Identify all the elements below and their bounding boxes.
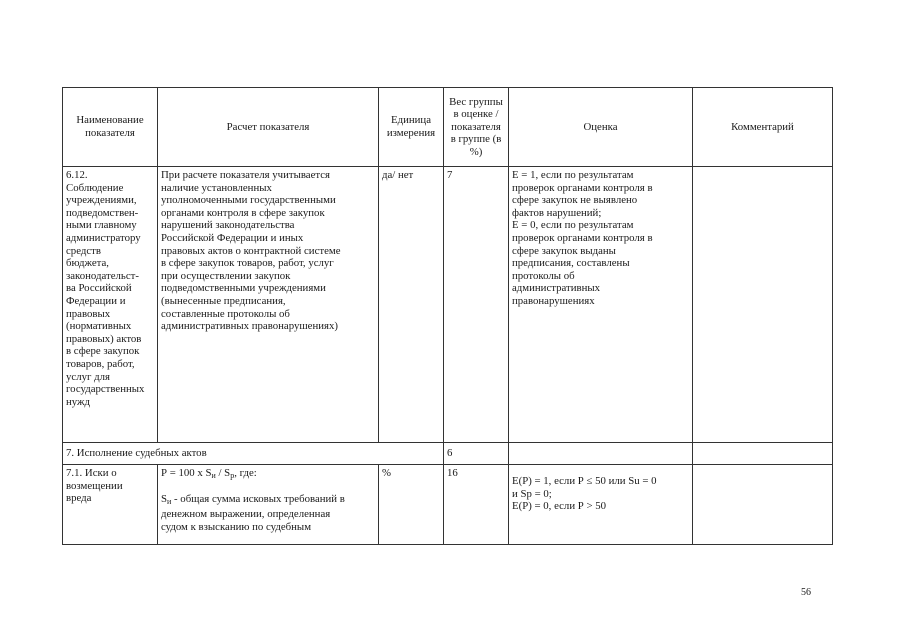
section-row — [63, 443, 833, 465]
header-comment: Комментарий — [693, 88, 833, 167]
header-weight: Вес группы в оценке / показателя в группе (в %) — [444, 88, 509, 167]
table-row — [63, 167, 833, 443]
header-indicator-name: Наименование показателя — [63, 88, 158, 167]
weight-cell: 7 — [444, 167, 509, 443]
unit-cell: % — [379, 465, 444, 545]
weight-cell: 16 — [444, 465, 509, 545]
calculation-text — [158, 465, 379, 545]
table-header-row — [63, 88, 833, 167]
unit-cell: да/ нет — [379, 167, 444, 443]
comment-cell — [693, 167, 833, 443]
comment-cell — [693, 465, 833, 545]
section-empty-cell — [693, 443, 833, 465]
section-weight: 6 — [444, 443, 509, 465]
page-number: 56 — [801, 587, 811, 598]
table-row — [63, 465, 833, 545]
formula: Р = 100 х Sи / Sр, где: — [161, 467, 257, 480]
assessment-text: Е(Р) = 1, если Р ≤ 50 или Su = 0 и Sp = 0; Е(Р) = 0, если Р > 50 — [509, 465, 693, 545]
header-unit: Единица измерения — [379, 88, 444, 167]
assessment-text: Е = 1, если по результатам проверок органами контроля в сфере закупок не выявлено фактов нарушений; Е = 0, если по результатам проверок органами контроля в сфере закупок выданы предписания, составлены протоколы об административных правонарушениях — [509, 167, 693, 443]
indicator-name: 6.12. Соблюдение учреждениями, подведомствен- ными главному администратору средств бюджета, законодательст- ва Российской Федерации и правовых (нормативных правовых) актов в сфере закупок товаров, работ, услуг для государственных нужд — [63, 167, 158, 443]
header-calculation: Расчет показателя — [158, 88, 379, 167]
section-empty-cell — [509, 443, 693, 465]
section-title: 7. Исполнение судебных актов — [63, 443, 444, 465]
header-assessment: Оценка — [509, 88, 693, 167]
indicators-table — [62, 87, 833, 545]
calculation-text: При расчете показателя учитывается наличие установленных уполномоченными государственными органами контроля в сфере закупок нарушений законодательства Российской Федерации и иных правовых актов о контрактной системе в сфере закупок товаров, работ, услуг при осуществлении закупок подведомственными учреждениями (вынесенные предписания, составленные протоколы об административных правонарушениях) — [158, 167, 379, 443]
formula-definition: Sи - общая сумма исковых требований в денежном выражении, определенная судом к взысканию по судебным — [161, 492, 345, 533]
indicator-name: 7.1. Иски о возмещении вреда — [63, 465, 158, 545]
